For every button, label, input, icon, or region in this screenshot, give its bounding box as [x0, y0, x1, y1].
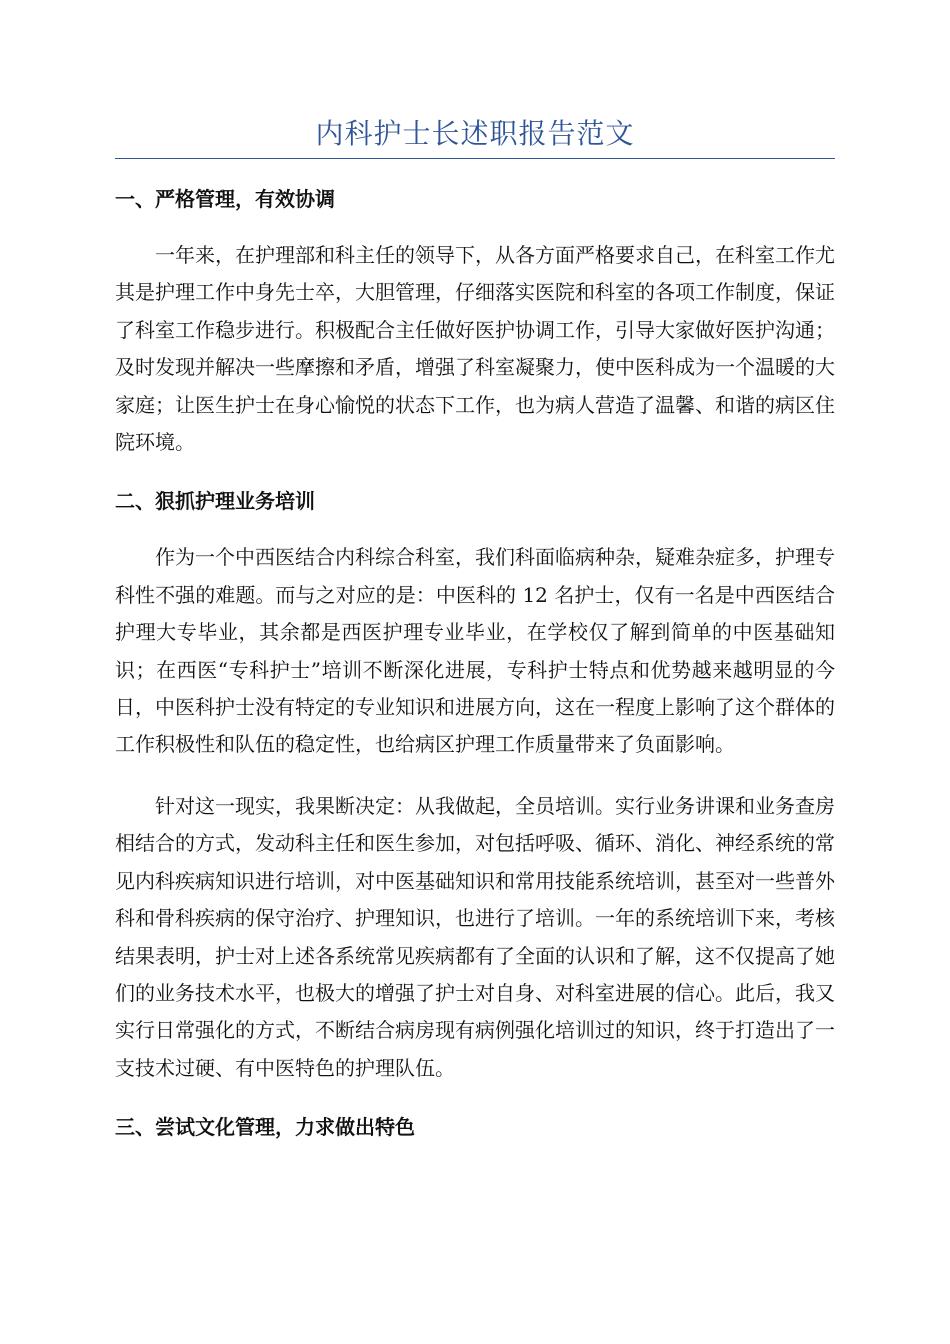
section-2	[115, 485, 835, 1087]
section-heading: 三、尝试文化管理，力求做出特色	[115, 1115, 415, 1140]
title-underline	[115, 158, 835, 159]
section-paragraph: 针对这一现实，我果断决定：从我做起，全员培训。实行业务讲课和业务查房相结合的方式，发动科主任和医生参加，对包括呼吸、循环、消化、神经系统的常见内科疾病知识进行培训，对中医基础知识和常用技能系统培训，甚至对一些普外科和骨科疾病的保守治疗、护理知识，也进行了培训。一年的系统培训下来，考核结果表明，护士对上述各系统常见疾病都有了全面的认识和了解，这不仅提高了她们的业务技术水平，也极大的增强了护士对自身、对科室进展的信心。此后，我又实行日常强化的方式，不断结合病房现有病例强化培训过的知识，终于打造出了一支技术过硬、有中医特色的护理队伍。	[115, 793, 835, 1080]
section-paragraph: 一年来，在护理部和科主任的领导下，从各方面严格要求自己，在科室工作尤其是护理工作中身先士卒，大胆管理，仔细落实医院和科室的各项工作制度，保证了科室工作稳步进行。积极配合主任做好医护协调工作，引导大家做好医护沟通；及时发现并解决一些摩擦和矛盾，增强了科室凝聚力，使中医科成为一个温暖的大家庭；让医生护士在身心愉悦的状态下工作，也为病人营造了温馨、和谐的病区住院环境。	[115, 243, 835, 455]
section-heading: 一、严格管理，有效协调	[115, 187, 335, 211]
document-title: 内科护士长述职报告范文	[315, 117, 635, 150]
section-1	[115, 183, 835, 461]
document-page	[115, 110, 835, 1143]
section-heading: 二、狠抓护理业务培训	[115, 489, 315, 514]
section-3	[115, 1111, 835, 1143]
section-paragraph: 作为一个中西医结合内科综合科室，我们科面临病种杂，疑难杂症多，护理专科性不强的难题。而与之对应的是：中医科的 12 名护士，仅有一名是中西医结合护理大专毕业，其余都是西医护理专业毕业，在学校仅了解到简单的中医基础知识；在西医“专科护士”培训不断深化进展，专科护士特点和优势越来越明显的今日，中医科护士没有特定的专业知识和进展方向，这在一程度上影响了这个群体的工作积极性和队伍的稳定性，也给病区护理工作质量带来了负面影响。	[115, 545, 835, 757]
